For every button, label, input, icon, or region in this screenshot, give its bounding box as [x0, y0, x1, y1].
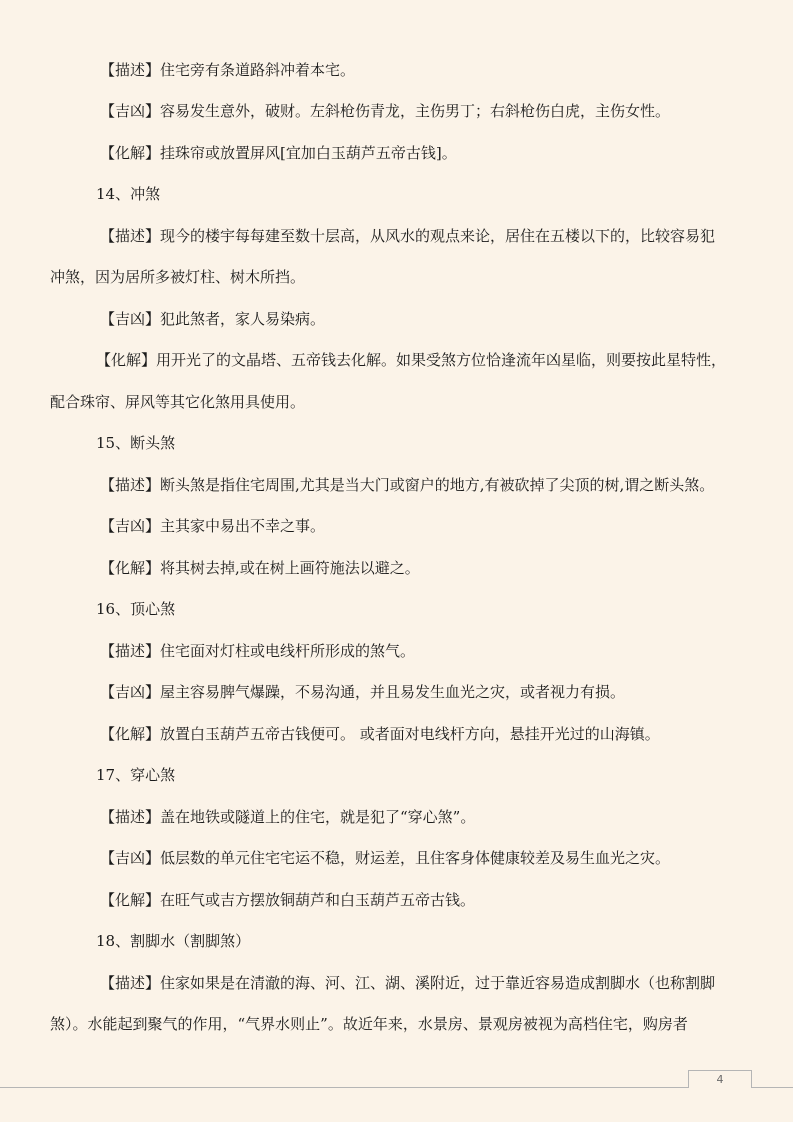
- text-line: 【化解】将其树去掉,或在树上画符施法以避之。: [100, 559, 420, 577]
- section-heading: 16、顶心煞: [96, 600, 176, 618]
- text-line: 【化解】在旺气或吉方摆放铜葫芦和白玉葫芦五帝古钱。: [100, 891, 476, 909]
- text-line: 【描述】盖在地铁或隧道上的住宅，就是犯了“穿心煞”。: [100, 808, 476, 826]
- text-line: 【吉凶】容易发生意外，破财。左斜枪伤青龙，主伤男丁；右斜枪伤白虎，主伤女性。: [100, 102, 671, 120]
- section-heading: 14、冲煞: [96, 185, 161, 203]
- text-line: 【吉凶】低层数的单元住宅宅运不稳，财运差，且住客身体健康较差及易生血光之灾。: [100, 849, 671, 867]
- text-line: 【化解】用开光了的文晶塔、五帝钱去化解。如果受煞方位恰逢流年凶星临，则要按此星特性，: [96, 351, 727, 369]
- text-line: 【吉凶】犯此煞者，家人易染病。: [100, 310, 326, 328]
- section-heading: 15、断头煞: [96, 434, 176, 452]
- text-line: 【吉凶】主其家中易出不幸之事。: [100, 517, 326, 535]
- text-line: 【化解】挂珠帘或放置屏风[宜加白玉葫芦五帝古钱]。: [100, 144, 457, 162]
- page-number: 4: [688, 1070, 752, 1088]
- text-line: 【描述】住宅面对灯柱或电线杆所形成的煞气。: [100, 642, 416, 660]
- text-line: 【描述】住宅旁有条道路斜冲着本宅。: [100, 61, 356, 79]
- text-line: 煞）。水能起到聚气的作用，“气界水则止”。故近年来，水景房、景观房被视为高档住宅，购房者: [50, 1015, 688, 1033]
- text-line: 【描述】现今的楼宇每每建至数十层高，从风水的观点来论，居住在五楼以下的，比较容易犯: [100, 227, 716, 245]
- text-line: 【化解】放置白玉葫芦五帝古钱便可。 或者面对电线杆方向，悬挂开光过的山海镇。: [100, 725, 660, 743]
- section-heading: 18、割脚水（割脚煞）: [96, 932, 251, 950]
- section-heading: 17、穿心煞: [96, 766, 176, 784]
- text-line: 冲煞，因为居所多被灯柱、树木所挡。: [50, 268, 306, 286]
- footer-divider: [0, 1087, 793, 1088]
- text-line: 【描述】断头煞是指住宅周围,尤其是当大门或窗户的地方,有被砍掉了尖顶的树,谓之断头煞。: [100, 476, 715, 494]
- text-line: 【描述】住家如果是在清澈的海、河、江、湖、溪附近，过于靠近容易造成割脚水（也称割脚: [100, 974, 716, 992]
- text-line: 配合珠帘、屏风等其它化煞用具使用。: [50, 393, 306, 411]
- text-line: 【吉凶】屋主容易脾气爆躁，不易沟通，并且易发生血光之灾，或者视力有损。: [100, 683, 626, 701]
